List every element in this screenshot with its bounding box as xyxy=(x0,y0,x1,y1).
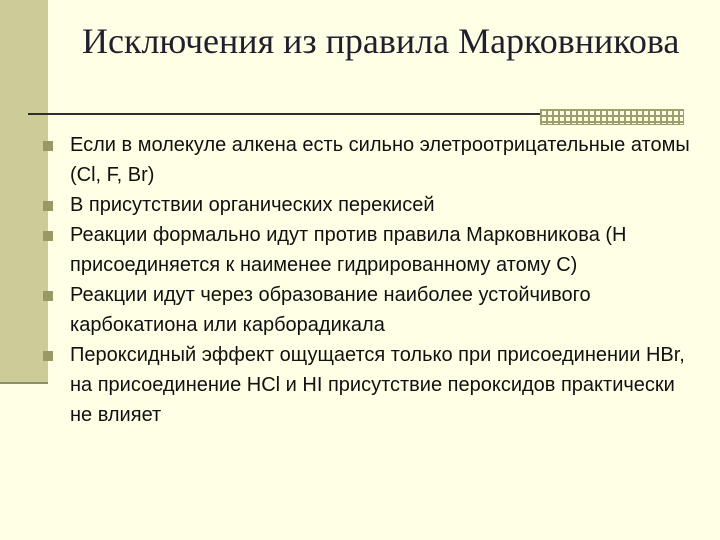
square-bullet-icon xyxy=(43,201,53,211)
title-divider xyxy=(28,113,540,115)
bullet-text: Пероксидный эффект ощущается только при присоединении HBr, на присоединение HCl и HI присутствие пероксидов практически не влияет xyxy=(70,344,685,426)
square-bullet-icon xyxy=(43,291,53,301)
bullet-text: Реакции формально идут против правила Марковникова (Н присоединяется к наименее гидрированному атому С) xyxy=(70,224,627,276)
bullet-text: Реакции идут через образование наиболее устойчивого карбокатиона или карборадикала xyxy=(70,284,591,336)
bullet-text: В присутствии органических перекисей xyxy=(70,194,435,216)
square-bullet-icon xyxy=(43,351,53,361)
square-bullet-icon xyxy=(43,231,53,241)
slide-title: Исключения из правила Марковникова xyxy=(82,21,680,61)
bullet-item xyxy=(40,220,700,280)
bullet-item xyxy=(40,130,700,190)
bullet-item xyxy=(40,190,700,220)
bullet-item xyxy=(40,340,700,430)
bullet-item xyxy=(40,280,700,340)
bullet-list xyxy=(40,130,700,430)
square-bullet-icon xyxy=(43,141,53,151)
title-divider-pattern xyxy=(540,109,684,125)
bullet-text: Если в молекуле алкена есть сильно элетроотрицательные атомы (Cl, F, Br) xyxy=(70,134,690,186)
